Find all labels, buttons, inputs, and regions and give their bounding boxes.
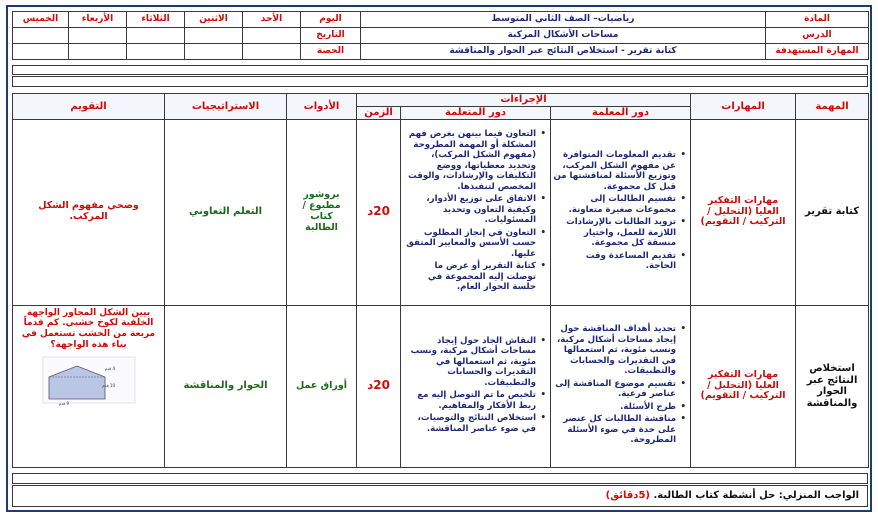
list-item: • النقاش الجاد حول إيجاد مساحات أشكال مركبة، ونسب مئوية، ثم استعمالها في التقديرات والحسابات والتطبيقات. [403,336,536,388]
date-label: التاريخ [301,28,361,44]
list-item: • التعاون فيما بينهن بغرض فهم المشكلة أو المهمة المطروحة (مفهوم الشكل المركب)، وتحديد معطياتها، ووضع التكليفات والإرشادات، والوقت المخصص لتنفيذها. [403,129,536,192]
list-item: • تزويد الطالبات بالإرشادات اللازمة للعمل، واختيار منسقة كل مجموعة. [553,217,676,248]
col-strategies: الاستراتيجيات [165,94,287,120]
list-item: • طرح الأسئلة. [553,402,676,412]
strategy-cell: التعلم التعاوني [165,119,287,305]
period-cell-1 [243,44,301,60]
teacher-role-cell [551,305,691,467]
lesson-label: الدرس [766,28,869,44]
col-skills: المهارات [691,94,796,120]
col-evaluation: التقويم [13,94,165,120]
skills-cell: مهارات التفكير العليا (التحليل / التركيب / التقويم) [691,119,796,305]
cabin-figure [39,353,139,407]
list-item: • استخلاص النتائج والتوصيات، في ضوء عناصر المناقشة. [403,413,536,434]
list-item: • كتابة التقرير أو عرض ما توصلت إليه المجموعة في جلسة الحوار العام. [403,261,536,292]
list-item: • تحديد أهداف المناقشة حول إيجاد مساحات أشكال مركبة، ونسب مئوية، ثم استعمالها في التقديرات والحسابات والتطبيقات. [553,324,676,376]
day-thursday: الخميس [13,12,69,28]
list-item: • التعاون في إنجاز المطلوب حسب الأسس والمعايير المتفق عليها. [403,228,536,259]
period-cell-3 [127,44,185,60]
subject-label: المادة [766,12,869,28]
lesson-value: مساحات الأشكال المركبة [361,28,766,44]
list-item: • تقديم المعلومات المتوافرة عن مفهوم الشكل المركب، وتوزيع الأسئلة لمناقشتها من قبل كل مجموعة. [553,150,676,192]
col-time: الزمن [357,106,401,119]
tools-cell: بروشور مطبوع / كتاب الطالبة [287,119,357,305]
teacher-role-cell [551,119,691,305]
evaluation-question: بيين الشكل المجاور الواجهة الخلفية لكوخ خشبي. كم قدماً مربعة من الخشب تستعمل في بناء هذه الواجهة؟ [21,307,156,350]
period-label: الحصة [301,44,361,60]
day-sunday: الأحد [243,12,301,28]
list-item: • تقسيم الطالبات إلى مجموعات صغيرة متعاونة. [553,194,676,215]
figure-label-roof: 4 قدم [104,365,115,371]
day-tuesday: الثلاثاء [127,12,185,28]
student-role-cell [401,305,551,467]
homework-duration: (5دقائق) [605,490,650,501]
col-procedures: الإجراءات [357,94,691,107]
list-item: • تقديم المساعدة وقت الحاجة. [553,251,676,272]
skill-value: كتابة تقرير - استخلاص النتائج عبر الحوار والمناقشة [361,44,766,60]
list-item: • مناقشة الطالبات كل عنصر على حدة في ضوء الأسئلة المطروحة. [553,414,676,445]
col-student-role: دور المتعلمة [401,106,551,119]
skills-cell: مهارات التفكير العليا (التحليل / التركيب / التقويم) [691,305,796,467]
evaluation-cell: وضحي مفهوم الشكل المركب. [13,119,165,305]
date-cell-4 [69,28,127,44]
spacer-row [12,473,868,484]
header-table [12,11,869,60]
period-cell-2 [185,44,243,60]
period-cell-5 [13,44,69,60]
time-cell: 20د [357,119,401,305]
period-cell-4 [69,44,127,60]
time-cell: 20د [357,305,401,467]
list-item: • الاتفاق على توزيع الأدوار، وكيفية التعاون وتحديد المسئوليات. [403,194,536,225]
date-cell-5 [13,28,69,44]
day-label: اليوم [301,12,361,28]
day-monday: الاثنين [185,12,243,28]
list-item: • تلخيص ما تم التوصل إليه مع ربط الأفكار والمفاهيم. [403,390,536,411]
day-wednesday: الأربعاء [69,12,127,28]
col-task: المهمة [796,94,869,120]
col-teacher-role: دور المعلمة [551,106,691,119]
task-cell: استخلاص النتائج عبر الحوار والمناقشة [796,305,869,467]
list-item: • تقسيم موضوع المناقشة إلى عناصر فرعية. [553,379,676,400]
strategy-cell: الحوار والمناقشة [165,305,287,467]
date-cell-2 [185,28,243,44]
spacer-row [12,65,868,75]
homework-label: الواجب المنزلي: [778,490,859,501]
procedures-table [12,93,869,468]
subject-value: رياضيات– الصف الثاني المتوسط [361,12,766,28]
spacer-row [12,76,868,87]
col-tools: الأدوات [287,94,357,120]
skill-label: المهارة المستهدفة [766,44,869,60]
tools-cell: أوراق عمل [287,305,357,467]
homework-bar [12,485,868,507]
figure-label-height: 10 قدم [101,382,115,388]
evaluation-cell [13,305,165,467]
homework-text: حل أنشطة كتاب الطالبة. [653,490,776,501]
figure-label-width: 9 قدم [58,400,69,406]
date-cell-3 [127,28,185,44]
task-cell: كتابة تقرير [796,119,869,305]
date-cell-1 [243,28,301,44]
lesson-plan-page [6,5,872,512]
student-role-cell [401,119,551,305]
